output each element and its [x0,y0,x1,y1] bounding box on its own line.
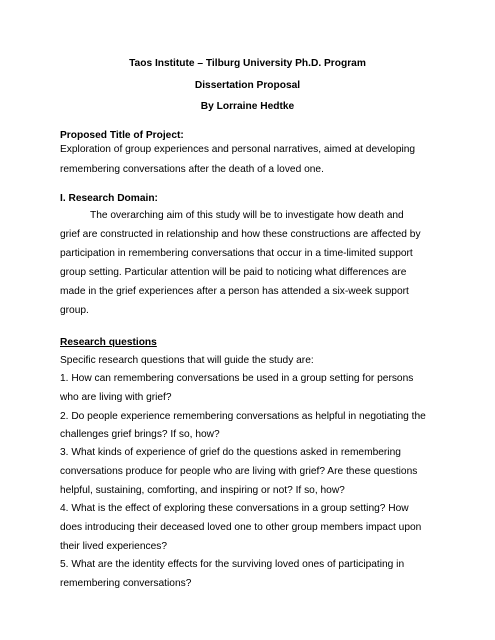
research-domain-line: group. [60,305,89,316]
research-questions-line: challenges grief brings? If so, how? [60,429,220,440]
research-domain-line: grief are constructed in relationship and how these constructions are affected by [60,229,421,240]
proposed-title-line: remembering conversations after the death of a loved one. [60,164,324,175]
research-questions-line: conversations produce for people who are living with grief? Are these questions [60,466,418,477]
research-domain-line: participation in remembering conversations that occur in a time-limited support [60,248,413,259]
research-questions-line: 4. What is the effect of exploring these conversations in a group setting? How [60,503,409,514]
research-questions-heading: Research questions [60,337,157,348]
research-questions-line: does introducing their deceased loved one to other group members impact upon [60,522,422,533]
header-author: By Lorraine Hedtke [200,101,295,112]
research-domain-line: made in the grief experiences after a person has attended a six-week support [60,286,409,297]
research-questions-line: remembering conversations? [60,578,192,589]
research-questions-line: 5. What are the identity effects for the surviving loved ones of participating in [60,559,405,570]
research-questions-line: 2. Do people experience remembering conversations as helpful in negotiating the [60,411,426,422]
research-questions-line: 1. How can remembering conversations be used in a group setting for persons [60,373,414,384]
research-questions-line: who are living with grief? [60,392,172,403]
research-questions-line: Specific research questions that will guide the study are: [60,355,314,366]
research-domain-heading: I. Research Domain: [60,193,158,204]
proposed-title-heading: Proposed Title of Project: [60,130,184,141]
research-questions-line: helpful, sustaining, comforting, and inspiring or not? If so, how? [60,485,345,496]
research-domain-line: The overarching aim of this study will be to investigate how death and [90,210,404,221]
header-institution: Taos Institute – Tilburg University Ph.D. Program [129,58,366,69]
research-domain-line: group setting. Particular attention will be paid to noticing what differences are [60,267,407,278]
header-dissertation-proposal: Dissertation Proposal [194,80,301,91]
research-questions-line: 3. What kinds of experience of grief do the questions asked in remembering [60,447,401,458]
research-questions-line: their lived experiences? [60,541,168,552]
proposed-title-line: Exploration of group experiences and personal narratives, aimed at developing [60,144,416,155]
